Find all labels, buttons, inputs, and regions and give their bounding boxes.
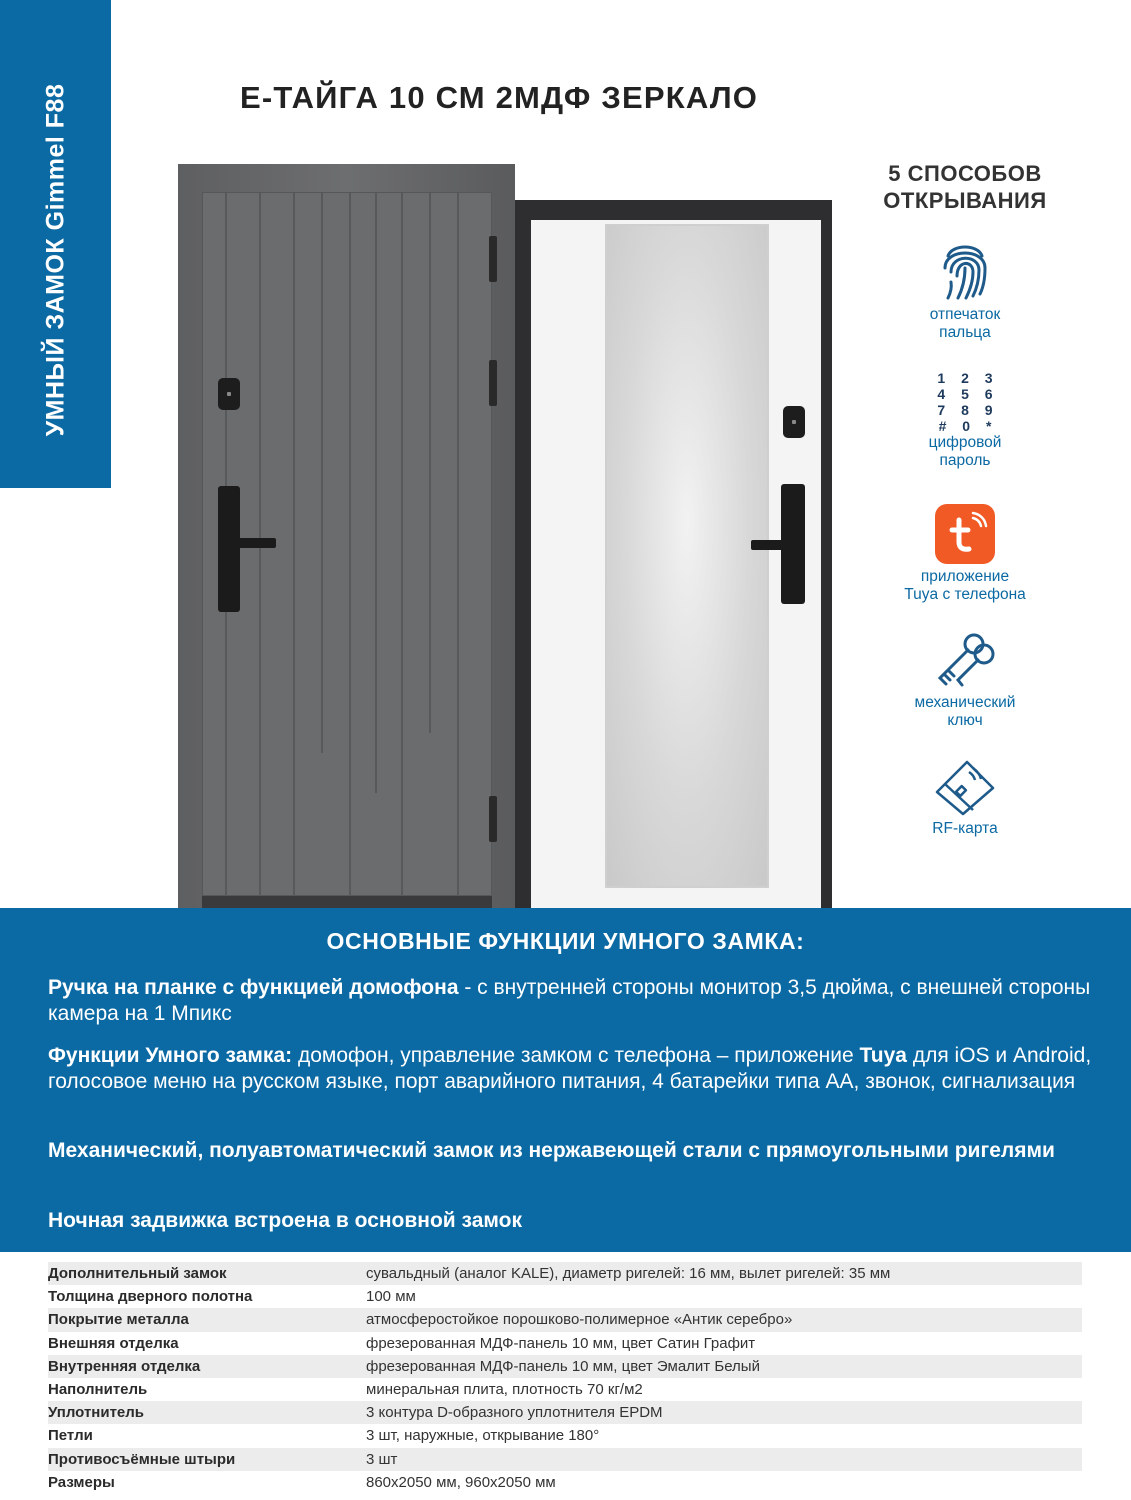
door-handle [230,538,276,548]
feature-handle-intercom: Ручка на планке с функцией домофона - с внутренней стороны монитор 3,5 дюйма, с внешней стороны камера на 1 Мпикс [48,976,1091,1025]
side-banner-text: УМНЫЙ ЗАМОК Gimmel F88 [41,83,70,437]
rf-card-icon [933,758,997,816]
feature-night-latch: Ночная задвижка встроена в основной замок [48,1209,522,1232]
fingerprint-icon [940,236,990,302]
table-row: Дополнительный замок сувальдный (аналог KALE), диаметр ригелей: 16 мм, вылет ригелей: 35 мм [48,1262,1082,1285]
table-row: Петли 3 шт, наружные, открывание 180° [48,1427,600,1445]
table-row: Внешняя отделка фрезерованная МДФ-панель 10 мм, цвет Сатин Графит [48,1334,756,1352]
method-rf-card: RF-карта [865,758,1065,838]
door-interior-image [515,200,832,908]
feature-mechanical-lock: Механический, полуавтоматический замок из нержавеющей стали с прямоугольными ригелями [48,1139,1055,1162]
table-row: Внутренняя отделка фрезерованная МДФ-панель 10 мм, цвет Эмалит Белый [48,1355,1082,1378]
side-banner [0,0,111,488]
door-interior-panel [531,220,821,908]
table-row: Покрытие металла атмосферостойкое порошково-полимерное «Антик серебро» [48,1308,1082,1331]
secondary-keyhole [218,378,240,410]
smart-lock-exterior [218,486,240,612]
table-row: Толщина дверного полотна 100 мм [48,1288,416,1306]
table-row: Противосъёмные штыри 3 шт [48,1448,1082,1471]
hinge-icon [489,796,497,842]
keys-icon [932,630,998,690]
method-mechanical-key: механический ключ [865,630,1065,730]
page-title: Е-ТАЙГА 10 СМ 2МДФ ЗЕРКАЛО [240,80,759,115]
hinge-icon [489,236,497,282]
mirror [605,224,769,888]
methods-heading: 5 СПОСОБОВ ОТКРЫВАНИЯ [883,161,1047,213]
table-row: Уплотнитель 3 контура D-образного уплотнителя EPDM [48,1401,1082,1424]
method-keypad: 1 2 3 4 5 6 7 8 9 # 0 * цифровой пароль [865,370,1065,470]
interior-thumb-turn [783,406,805,438]
features-heading: ОСНОВНЫЕ ФУНКЦИИ УМНОГО ЗАМКА: [326,928,805,954]
method-tuya-app: приложение Tuya с телефона [865,504,1065,604]
features-section [0,908,1131,1252]
specs-table [48,1262,1082,1494]
hinge-icon [489,360,497,406]
tuya-app-icon [935,504,995,564]
method-fingerprint: отпечаток пальца [865,236,1065,342]
door-handle-interior [751,540,795,550]
table-row: Размеры 860х2050 мм, 960х2050 мм [48,1473,556,1491]
table-row: Наполнитель минеральная плита, плотность 70 кг/м2 [48,1381,643,1399]
feature-smart-lock-functions: Функции Умного замка: домофон, управление замком с телефона – приложение Tuya для iOS и Android, голосовое меню на русском языке, порт аварийного питания, 4 батарейки типа АА, звонок, сигнализация [48,1044,1092,1093]
door-exterior-image [178,164,515,908]
keypad-icon: 1 2 3 4 5 6 7 8 9 # 0 * [937,370,999,434]
